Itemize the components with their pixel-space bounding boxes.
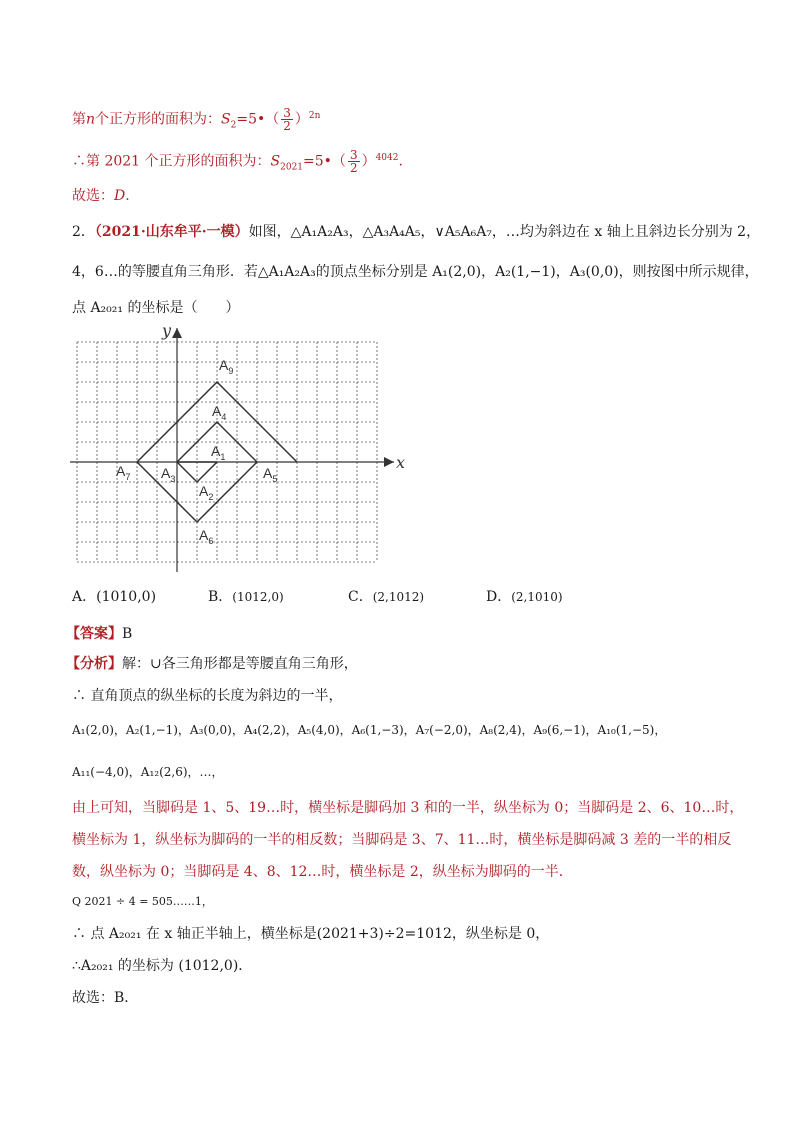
text: ） — [294, 111, 309, 128]
top-line-1 — [72, 106, 320, 135]
var-s: S — [270, 153, 281, 170]
top-line-3 — [72, 186, 130, 206]
analysis-label: 【分析】 — [66, 656, 122, 672]
option-value: (2,1010) — [511, 590, 563, 604]
fraction-denominator: 2 — [283, 119, 291, 134]
answer-value: B — [122, 626, 133, 642]
analysis-text: 解：∪各三角形都是等腰直角三角形， — [122, 656, 358, 672]
label-a6: $A_6$ — [199, 527, 214, 546]
analysis-line-6 — [72, 830, 731, 850]
subscript: 2021 — [280, 162, 304, 173]
analysis-line-3 — [72, 720, 666, 740]
option-value: (1010,0) — [96, 589, 157, 605]
x-axis-label: x — [396, 453, 406, 472]
x-axis-arrow — [384, 457, 394, 467]
text: ∴第 2021 个正方形的面积为： — [72, 153, 271, 170]
analysis-line-2 — [72, 686, 342, 706]
text: 第 — [72, 111, 86, 128]
text: 故选： — [72, 188, 114, 204]
analysis-text: 故选：B． — [72, 990, 139, 1006]
text: . — [125, 188, 130, 204]
fraction-denominator: 2 — [349, 161, 358, 176]
analysis-text: Q 2021 ÷ 4 = 505……1， — [72, 895, 213, 908]
y-axis-label: y — [162, 321, 172, 340]
analysis-line-7 — [72, 862, 573, 882]
question-line-1 — [72, 222, 760, 242]
text: 个正方形的面积为： — [95, 111, 222, 128]
analysis-line-10 — [72, 956, 252, 976]
question-source: （2021·山东牟平·一模） — [94, 224, 249, 240]
answer-line — [66, 624, 132, 644]
exponent: 2n — [308, 111, 321, 121]
label-a5: $A_5$ — [263, 465, 278, 484]
answer-letter: D — [114, 188, 126, 204]
fraction-numerator: 3 — [283, 106, 291, 121]
analysis-text: 数，纵坐标为 0；当脚码是 4、8、12…时，横坐标是 2，纵坐标为脚码的一半． — [72, 864, 573, 880]
analysis-line-8 — [72, 892, 213, 912]
coordinate-list: A₁(2,0)，A₂(1,−1)，A₃(0,0)，A₄(2,2)，A₅(4,0)，A₆(1,−3)，A₇(−2,0)，A₈(2,4)，A₉(6,−1)，A₁₀(1,−5)， — [72, 723, 667, 737]
dashed-grid — [77, 342, 377, 562]
question-text: 点 A₂₀₂₁ 的坐标是（ ） — [72, 300, 240, 316]
option-letter: D． — [486, 589, 512, 605]
label-a7: $A_7$ — [116, 463, 131, 482]
axis-labels — [161, 321, 405, 472]
var-s: S — [221, 111, 231, 128]
answer-label: 【答案】 — [66, 626, 122, 642]
option-value: (2,1012) — [372, 590, 425, 604]
question-number: 2． — [72, 224, 95, 240]
coordinate-figure — [62, 321, 406, 578]
option-letter: C． — [348, 589, 373, 605]
label-a4: $A_4$ — [212, 403, 227, 422]
question-text: 如图，△A₁A₂A₃，△A₃A₄A₅，∨A₅A₆A₇，…均为斜边在 x 轴上且斜边长分别为 2， — [248, 224, 761, 240]
question-line-3 — [72, 298, 239, 318]
var-n: n — [86, 111, 96, 128]
text: =5•（ — [303, 153, 346, 170]
question-line-2 — [72, 262, 759, 282]
analysis-line-9 — [72, 924, 549, 944]
analysis-text: ∴ 直角顶点的纵坐标的长度为斜边的一半， — [72, 688, 343, 704]
coordinate-list: A₁₁(−4,0)，A₁₂(2,6)，…， — [72, 765, 224, 779]
analysis-line-4 — [72, 762, 224, 782]
top-line-2 — [72, 148, 403, 177]
option-c — [348, 586, 424, 606]
y-axis-arrow — [172, 328, 182, 338]
analysis-text: 横坐标为 1，纵坐标为脚码的一半的相反数；当脚码是 3、7、11…时，横坐标是脚码减 3 差的一半的相反 — [72, 832, 732, 848]
analysis-line-1 — [66, 654, 358, 674]
option-b — [208, 586, 284, 606]
text: ） — [361, 153, 376, 170]
exponent: 4042 — [375, 153, 399, 163]
subscript: 2 — [230, 120, 237, 131]
option-value: (1012,0) — [232, 590, 284, 604]
analysis-text: 由上可知，当脚码是 1、5、19…时，横坐标是脚码加 3 和的一半，纵坐标为 0；当脚码是 2、6、10…时， — [72, 800, 744, 816]
option-letter: A． — [72, 589, 97, 605]
text: =5•（ — [236, 111, 280, 128]
option-d — [486, 586, 563, 606]
text: . — [398, 153, 403, 170]
question-text: 4，6…的等腰直角三角形．若△A₁A₂A₃的顶点坐标分别是 A₁(2,0)，A₂(1,−1)，A₃(0,0)，则按图中所示规律， — [72, 264, 759, 280]
option-letter: B． — [208, 589, 233, 605]
fraction — [281, 107, 293, 132]
analysis-line-5 — [72, 798, 743, 818]
label-a1: $A_1$ — [211, 443, 226, 462]
fraction — [348, 149, 360, 174]
analysis-text: ∴A₂₀₂₁ 的坐标为 (1012,0)． — [72, 958, 253, 974]
option-a — [72, 586, 156, 606]
label-a3: $A_3$ — [161, 465, 176, 484]
analysis-line-11 — [72, 988, 138, 1008]
fraction-numerator: 3 — [349, 148, 358, 163]
analysis-text: ∴ 点 A₂₀₂₁ 在 x 轴正半轴上，横坐标是(2021+3)÷2=1012，纵坐标是 0， — [72, 926, 550, 942]
label-a9: $A_9$ — [219, 357, 234, 376]
label-a2: $A_2$ — [199, 483, 214, 502]
axes — [70, 328, 394, 572]
